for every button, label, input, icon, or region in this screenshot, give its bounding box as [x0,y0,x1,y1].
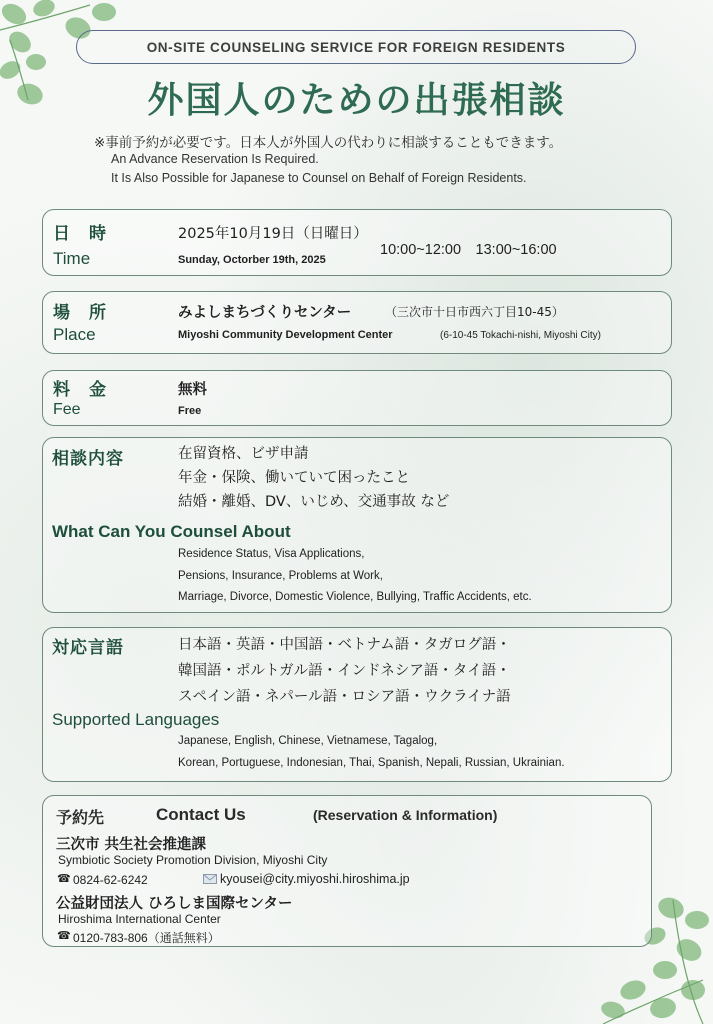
org1-name-en: Symbiotic Society Promotion Division, Miyoshi City [58,853,328,867]
place-address-en: (6-10-45 Tokachi-nishi, Miyoshi City) [440,330,601,341]
list-item: Japanese, English, Chinese, Vietnamese, Tagalog, [178,735,438,747]
place-name-en: Miyoshi Community Development Center [178,329,393,341]
time-label-jp: 日 時 [53,224,107,244]
list-item: 日本語・英語・中国語・ベトナム語・タガログ語・ [178,637,511,653]
place-label-jp: 場 所 [53,303,107,323]
phone-icon: ☎ [57,873,71,885]
topics-label-jp: 相談内容 [52,449,124,469]
org1-name-jp: 三次市 共生社会推進課 [56,837,207,853]
org2-name-jp: 公益財団法人 ひろしま国際センター [56,896,293,912]
list-item: Korean, Portuguese, Indonesian, Thai, Spanish, Nepali, Russian, Ukrainian. [178,756,565,769]
list-item: Marriage, Divorce, Domestic Violence, Bullying, Traffic Accidents, etc. [178,591,532,603]
place-label-en: Place [53,325,96,344]
place-name-jp: みよしまちづくりセンター [178,305,352,321]
time-label-en: Time [53,249,91,268]
reservation-note-en: An Advance Reservation Is Required. [111,152,319,166]
org2-phone: 0120-783-806（通話無料） [73,931,220,945]
place-section [42,291,672,354]
topics-list-en [178,544,532,609]
fee-value-jp: 無料 [178,382,207,398]
list-item: 在留資格、ビザ申請 [178,446,309,462]
list-item: Residence Status, Visa Applications, [178,548,365,560]
topics-label-en: What Can You Counsel About [52,522,291,541]
contact-label-en: Contact Us [156,805,246,824]
contact-subtitle: (Reservation & Information) [313,807,498,823]
list-item: 年金・保険、働いていて困ったこと [178,470,410,486]
reservation-note-jp: ※事前予約が必要です。日本人が外国人の代わりに相談することもできます。 [94,135,563,151]
languages-list-jp [178,632,511,710]
topics-section [42,437,672,613]
org1-email[interactable]: kyousei@city.miyoshi.hiroshima.jp [220,872,410,886]
phone-icon: ☎ [57,930,71,942]
fee-label-en: Fee [53,401,81,418]
list-item: Pensions, Insurance, Problems at Work, [178,569,383,582]
org1-phone: 0824-62-6242 [73,873,148,887]
contact-label-jp: 予約先 [56,808,105,827]
topics-list-jp [178,442,449,514]
proxy-note-en: It Is Also Possible for Japanese to Counsel on Behalf of Foreign Residents. [111,171,527,185]
contact-section [42,795,652,947]
languages-label-jp: 対応言語 [52,638,124,658]
hours: 10:00~12:00 13:00~16:00 [380,242,557,258]
fee-section [42,370,672,426]
date-en: Sunday, Octorber 19th, 2025 [178,254,326,266]
time-section [42,209,672,276]
list-item: 韓国語・ポルトガル語・インドネシア語・タイ語・ [178,663,511,679]
date-jp: 2025年10月19日（日曜日） [178,226,368,242]
org2-name-en: Hiroshima International Center [58,912,221,926]
languages-label-en: Supported Languages [52,710,220,729]
page-title: 外国人のための出張相談 [147,80,566,121]
mail-icon [203,874,217,884]
list-item: 結婚・離婚、DV、いじめ、交通事故 など [178,494,450,510]
languages-list-en [178,731,565,774]
place-address-jp: （三次市十日市西六丁目10-45） [385,305,564,319]
languages-section [42,627,672,782]
list-item: スペイン語・ネパール語・ロシア語・ウクライナ語 [178,689,511,705]
header-banner: ON-SITE COUNSELING SERVICE FOR FOREIGN RESIDENTS [76,30,636,64]
fee-label-jp: 料 金 [53,380,107,400]
fee-value-en: Free [178,405,202,417]
